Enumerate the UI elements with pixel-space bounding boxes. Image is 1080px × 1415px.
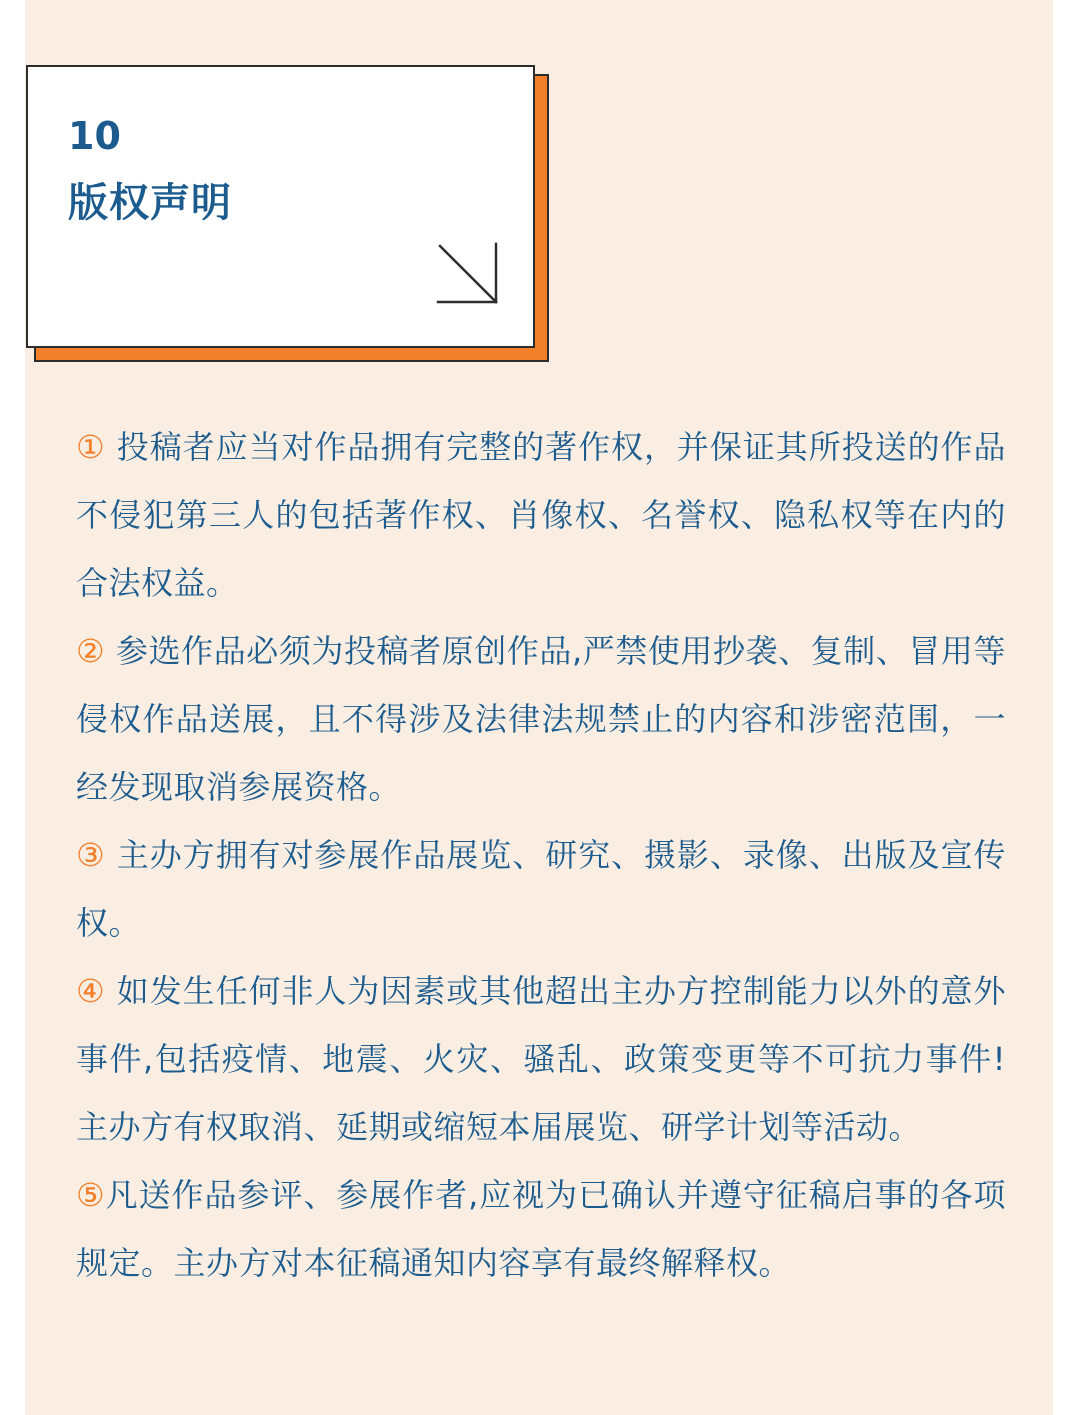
term-text-2: 参选作品必须为投稿者原创作品,严禁使用抄袭、复制、冒用等侵权作品送展，且不得涉及法律法规禁止的内容和涉密范围，一经发现取消参展资格。 (76, 632, 1006, 806)
terms-list (76, 413, 1006, 1297)
term-item-4 (76, 957, 1006, 1161)
term-marker-1: ① (76, 428, 106, 466)
title-card (26, 65, 535, 348)
section-number: 10 (68, 114, 121, 158)
term-item-1 (76, 413, 1006, 617)
term-marker-3: ③ (76, 836, 106, 874)
term-text-1: 投稿者应当对作品拥有完整的著作权，并保证其所投送的作品不侵犯第三人的包括著作权、肖像权、名誉权、隐私权等在内的合法权益。 (76, 428, 1006, 602)
term-item-5 (76, 1161, 1006, 1297)
section-title: 版权声明 (68, 180, 232, 226)
arrow-down-right-icon (436, 242, 500, 306)
term-marker-4: ④ (76, 972, 106, 1010)
term-marker-5: ⑤ (76, 1176, 106, 1214)
term-text-3: 主办方拥有对参展作品展览、研究、摄影、录像、出版及宣传权。 (76, 836, 1006, 942)
term-text-4: 如发生任何非人为因素或其他超出主办方控制能力以外的意外事件,包括疫情、地震、火灾、骚乱、政策变更等不可抗力事件!主办方有权取消、延期或缩短本届展览、研学计划等活动。 (76, 972, 1006, 1146)
term-text-5: 凡送作品参评、参展作者,应视为已确认并遵守征稿启事的各项规定。主办方对本征稿通知内容享有最终解释权。 (76, 1176, 1006, 1282)
term-marker-2: ② (76, 632, 106, 670)
term-item-2 (76, 617, 1006, 821)
term-item-3 (76, 821, 1006, 957)
